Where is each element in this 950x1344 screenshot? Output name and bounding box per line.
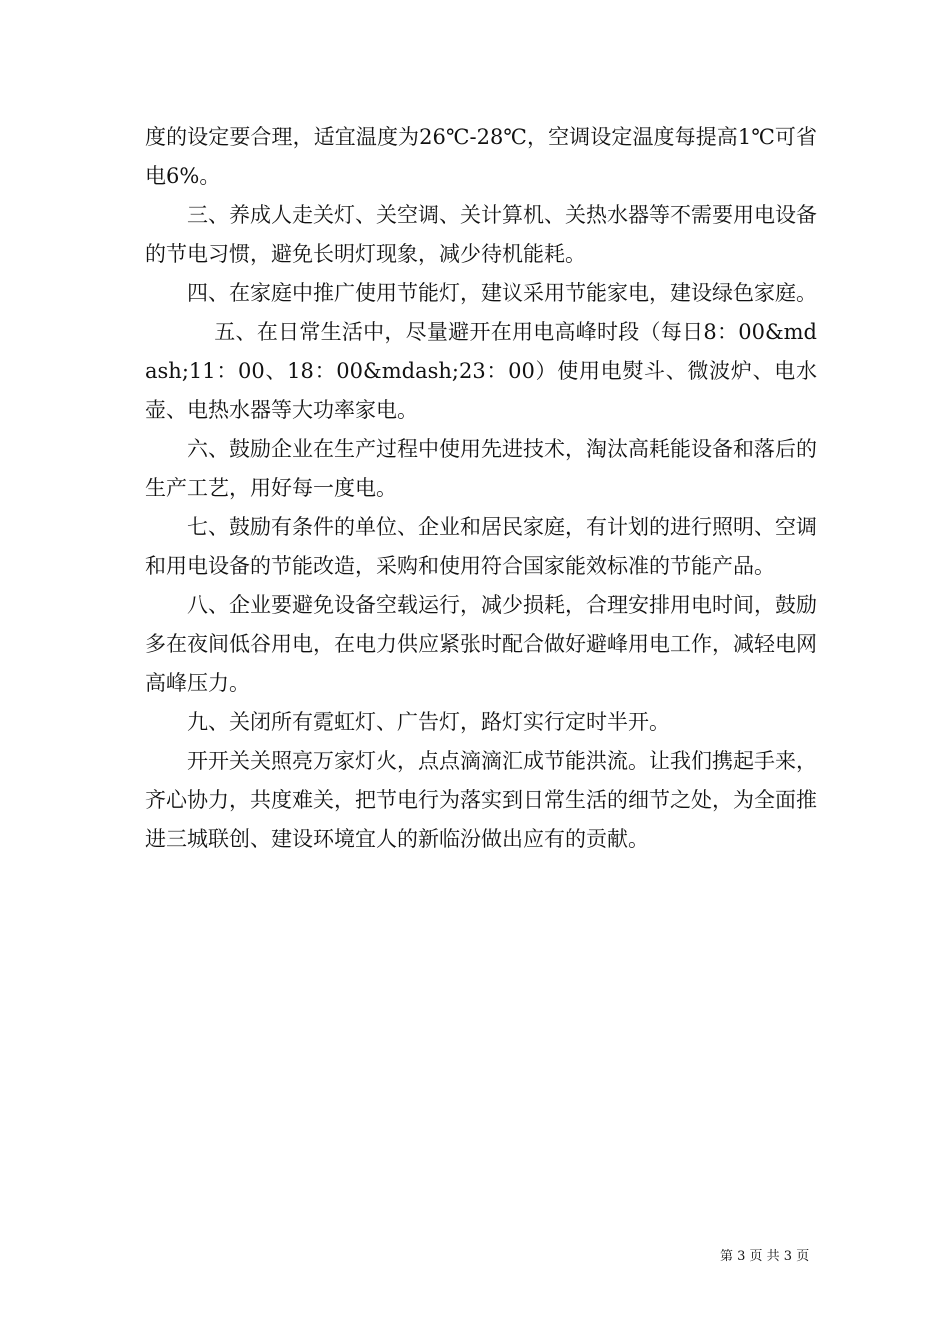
paragraph-6: 六、鼓励企业在生产过程中使用先进技术，淘汰高耗能设备和落后的生产工艺，用好每一度电。 [145, 437, 817, 500]
paragraph-3: 三、养成人走关灯、关空调、关计算机、关热水器等不需要用电设备的节电习惯，避免长明灯现象，减少待机能耗。 [145, 203, 817, 266]
paragraph-8: 八、企业要避免设备空载运行，减少损耗，合理安排用电时间，鼓励多在夜间低谷用电，在电力供应紧张时配合做好避峰用电工作，减轻电网高峰压力。 [145, 593, 817, 695]
paragraph-4: 四、在家庭中推广使用节能灯，建议采用节能家电，建设绿色家庭。 [187, 281, 817, 305]
page-number: 第 3 页 共 3 页 [720, 1249, 810, 1264]
paragraph-continuation: 度的设定要合理，适宜温度为26℃-28℃，空调设定温度每提高1℃可省电6%。 [145, 125, 817, 188]
paragraph-7: 七、鼓励有条件的单位、企业和居民家庭，有计划的进行照明、空调和用电设备的节能改造，采购和使用符合国家能效标准的节能产品。 [145, 515, 817, 578]
paragraph-5: 五、在日常生活中，尽量避开在用电高峰时段（每日8：00&mdash;11：00、18：00&mdash;23：00）使用电熨斗、微波炉、电水壶、电热水器等大功率家电。 [145, 320, 817, 422]
document-body [145, 118, 817, 859]
paragraph-closing: 开开关关照亮万家灯火，点点滴滴汇成节能洪流。让我们携起手来，齐心协力，共度难关，把节电行为落实到日常生活的细节之处，为全面推进三城联创、建设环境宜人的新临汾做出应有的贡献。 [145, 749, 817, 851]
paragraph-9: 九、关闭所有霓虹灯、广告灯，路灯实行定时半开。 [187, 710, 670, 734]
